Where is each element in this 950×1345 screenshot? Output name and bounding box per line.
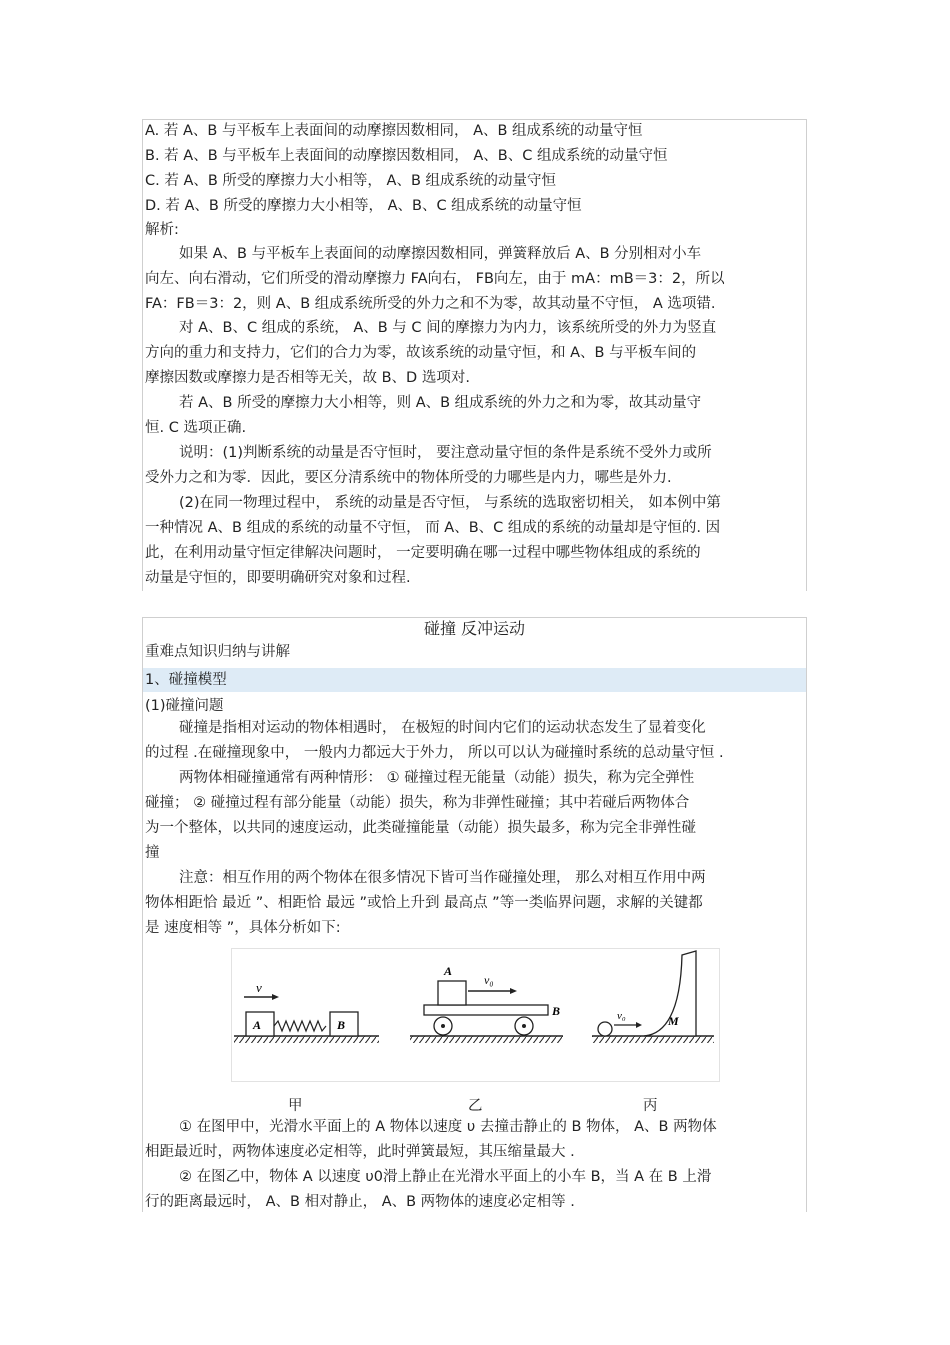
ground-hatch: [592, 1036, 714, 1043]
body-line: 为一个整体，以共同的速度运动，此类碰撞能量（动能）损失最多，称为完全非弹性碰: [145, 820, 696, 836]
body-line: 相距最近时，两物体速度必定相等，此时弹簧最短，其压缩量最大 .: [145, 1144, 575, 1160]
ground-hatch: [410, 1036, 563, 1043]
subsection-heading: (1)碰撞问题: [145, 698, 224, 714]
analysis-line: (2)在同一物理过程中， 系统的动量是否守恒， 与系统的选取密切相关， 如本例中第: [179, 495, 721, 511]
analysis-line: 说明：(1)判断系统的动量是否守恒时， 要注意动量守恒的条件是系统不受外力或所: [179, 445, 712, 461]
collision-diagram: [231, 948, 720, 1082]
section-heading: 1、碰撞模型: [145, 672, 227, 688]
arrow-head: [272, 994, 279, 1000]
ball: [598, 1022, 612, 1036]
option-c: C. 若 A、B 所受的摩擦力大小相等， A、B 组成系统的动量守恒: [145, 173, 557, 189]
arrow-head: [510, 988, 517, 994]
figure-yi: [410, 964, 563, 1043]
diagram-svg: [232, 949, 719, 1081]
option-a: A. 若 A、B 与平板车上表面间的动摩擦因数相同， A、B 组成系统的动量守恒: [145, 123, 643, 139]
wheel-axle: [522, 1024, 526, 1028]
velocity-label: v₀: [484, 973, 494, 987]
analysis-line: 方向的重力和支持力，它们的合力为零，故该系统的动量守恒，和 A、B 与平板车间的: [145, 345, 697, 361]
block-a: [438, 981, 466, 1005]
analysis-line: 向左、向右滑动，它们所受的滑动摩擦力 FA向右， FB向左，由于 mA：mB＝3：2，所以: [145, 271, 725, 287]
block-a-label: A: [253, 1018, 262, 1032]
velocity-label: v₀: [617, 1010, 626, 1022]
section-title: 碰撞 反冲运动: [423, 620, 526, 638]
figure-jia: [234, 980, 379, 1043]
subtitle: 重难点知识归纳与讲解: [145, 644, 290, 660]
wheel-axle: [441, 1024, 445, 1028]
body-line: 的过程 .在碰撞现象中， 一般内力都远大于外力， 所以可以认为碰撞时系统的总动量守恒 .: [145, 745, 724, 761]
analysis-line: 对 A、B、C 组成的系统， A、B 与 C 间的摩擦力为内力，该系统所受的外力为竖直: [179, 320, 717, 336]
caption-yi: 乙: [468, 1098, 483, 1114]
cart-board: [424, 1005, 548, 1015]
analysis-line: 此，在利用动量守恒定律解决问题时， 一定要明确在哪一过程中哪些物体组成的系统的: [145, 545, 701, 561]
block-m-label: M: [668, 1014, 679, 1028]
analysis-line: 动量是守恒的，即要明确研究对象和过程.: [145, 570, 411, 586]
body-line: 碰撞； ② 碰撞过程有部分能量（动能）损失，称为非弹性碰撞；其中若碰后两物体合: [145, 795, 690, 811]
velocity-label: v: [256, 980, 262, 995]
block-b-label: B: [337, 1018, 346, 1032]
figure-bing: [592, 951, 714, 1043]
body-line: 撞: [145, 845, 160, 861]
body-line: ① 在图甲中，光滑水平面上的 A 物体以速度 υ 去撞击静止的 B 物体， A、B 两物体: [179, 1119, 717, 1135]
caption-bing: 丙: [643, 1098, 658, 1114]
ground-hatch: [234, 1036, 379, 1043]
analysis-line: 受外力之和为零．因此，要区分清系统中的物体所受的力哪些是内力，哪些是外力.: [145, 470, 672, 486]
analysis-label: 解析:: [145, 222, 179, 238]
body-line: 碰撞是指相对运动的物体相遇时， 在极短的时间内它们的运动状态发生了显着变化: [179, 720, 706, 736]
spring: [274, 1021, 326, 1031]
analysis-line: 如果 A、B 与平板车上表面间的动摩擦因数相同，弹簧释放后 A、B 分别相对小车: [179, 246, 702, 262]
body-line: ② 在图乙中，物体 A 以速度 υ0滑上静止在光滑水平面上的小车 B，当 A 在 B 上滑: [179, 1169, 712, 1185]
body-line: 是 速度相等 ”，具体分析如下:: [145, 920, 341, 936]
body-line: 注意：相互作用的两个物体在很多情况下皆可当作碰撞处理， 那么对相互作用中两: [179, 870, 706, 886]
body-line: 行的距离最远时， A、B 相对静止， A、B 两物体的速度必定相等 .: [145, 1194, 575, 1210]
block-a-label: A: [444, 964, 453, 978]
arrow-head: [636, 1022, 642, 1028]
analysis-line: 一种情况 A、B 组成的系统的动量不守恒， 而 A、B、C 组成的系统的动量却是守恒的. 因: [145, 520, 721, 536]
cart-label: B: [552, 1004, 561, 1018]
caption-jia: 甲: [288, 1098, 303, 1114]
body-line: 物体相距恰 最近 ”、相距恰 最远 ”或恰上升到 最高点 ”等一类临界问题，求解的关键都: [145, 895, 703, 911]
body-line: 两物体相碰撞通常有两种情形： ① 碰撞过程无能量（动能）损失，称为完全弹性: [179, 770, 695, 786]
option-b: B. 若 A、B 与平板车上表面间的动摩擦因数相同， A、B、C 组成系统的动量守恒: [145, 148, 668, 164]
collision-section: [142, 617, 807, 1212]
option-d: D. 若 A、B 所受的摩擦力大小相等， A、B、C 组成系统的动量守恒: [145, 198, 582, 214]
analysis-block: [142, 119, 807, 591]
analysis-line: 若 A、B 所受的摩擦力大小相等，则 A、B 组成系统的外力之和为零，故其动量守: [179, 395, 702, 411]
analysis-line: 恒. C 选项正确.: [145, 420, 247, 436]
analysis-line: FA：FB＝3：2，则 A、B 组成系统所受的外力之和不为零，故其动量不守恒， A 选项错.: [145, 296, 716, 312]
analysis-line: 摩擦因数或摩擦力是否相等无关，故 B、D 选项对.: [145, 370, 470, 386]
